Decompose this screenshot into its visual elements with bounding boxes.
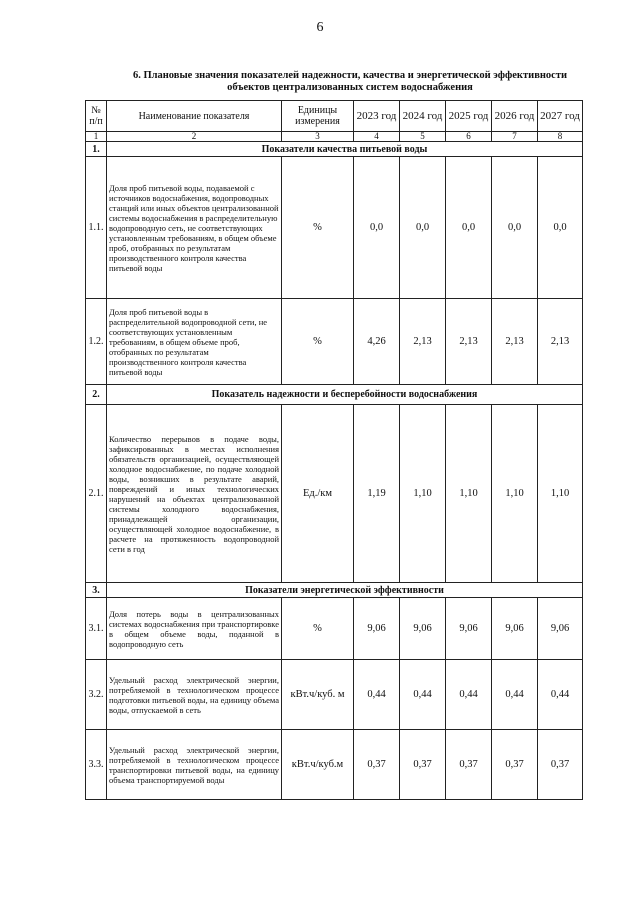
unit-cell: % xyxy=(282,157,354,299)
column-number: 5 xyxy=(400,132,446,142)
title-line-1: 6. Плановые значения показателей надежности, качества и энергетической эффективности xyxy=(132,70,568,81)
indicator-name: Удельный расход электрической энергии, потребляемой в технологическом процессе подготовки питьевой воды, на единицу объема воды, отпускаемой в сеть xyxy=(107,660,282,730)
value-cell: 0,37 xyxy=(354,730,400,800)
value-cell: 0,44 xyxy=(538,660,583,730)
row-number: 2.1. xyxy=(86,405,107,583)
column-numbers-row xyxy=(86,132,583,142)
value-cell: 9,06 xyxy=(354,598,400,660)
column-number: 8 xyxy=(538,132,583,142)
section-row xyxy=(86,142,583,157)
section-title: Показатели энергетической эффективности xyxy=(107,583,583,598)
value-cell: 0,0 xyxy=(354,157,400,299)
header-year: 2026 год xyxy=(492,101,538,132)
section-number: 2. xyxy=(86,385,107,405)
value-cell: 0,37 xyxy=(446,730,492,800)
indicator-name: Доля проб питьевой воды в распределительной водопроводной сети, не соответствующих установленным требованиям, в общем объеме проб, отобранных по результатам производственного контроля качества питьевой воды xyxy=(107,299,282,385)
header-unit: Единицы измерения xyxy=(282,101,354,132)
section-number: 3. xyxy=(86,583,107,598)
row-number: 3.1. xyxy=(86,598,107,660)
value-cell: 1,19 xyxy=(354,405,400,583)
column-number: 2 xyxy=(107,132,282,142)
header-num: № п/п xyxy=(86,101,107,132)
header-year: 2025 год xyxy=(446,101,492,132)
header-year: 2023 год xyxy=(354,101,400,132)
value-cell: 0,44 xyxy=(492,660,538,730)
row-number: 1.2. xyxy=(86,299,107,385)
table-row xyxy=(86,730,583,800)
value-cell: 0,44 xyxy=(446,660,492,730)
document-title xyxy=(100,70,600,94)
table-row xyxy=(86,660,583,730)
header-year: 2024 год xyxy=(400,101,446,132)
section-number: 1. xyxy=(86,142,107,157)
value-cell: 4,26 xyxy=(354,299,400,385)
value-cell: 1,10 xyxy=(538,405,583,583)
header-name: Наименование показателя xyxy=(107,101,282,132)
value-cell: 0,0 xyxy=(492,157,538,299)
value-cell: 1,10 xyxy=(446,405,492,583)
table-row xyxy=(86,299,583,385)
section-title: Показатели качества питьевой воды xyxy=(107,142,583,157)
section-title: Показатель надежности и бесперебойности водоснабжения xyxy=(107,385,583,405)
value-cell: 9,06 xyxy=(446,598,492,660)
title-line-2: объектов централизованных систем водоснабжения xyxy=(227,82,473,93)
unit-cell: Ед./км xyxy=(282,405,354,583)
value-cell: 9,06 xyxy=(400,598,446,660)
unit-cell: % xyxy=(282,299,354,385)
header-row xyxy=(86,101,583,132)
value-cell: 0,0 xyxy=(400,157,446,299)
unit-cell: кВт.ч/куб. м xyxy=(282,660,354,730)
table-row xyxy=(86,157,583,299)
header-year: 2027 год xyxy=(538,101,583,132)
value-cell: 2,13 xyxy=(446,299,492,385)
value-cell: 1,10 xyxy=(400,405,446,583)
table-row xyxy=(86,405,583,583)
value-cell: 0,44 xyxy=(354,660,400,730)
value-cell: 2,13 xyxy=(492,299,538,385)
column-number: 6 xyxy=(446,132,492,142)
indicator-name: Количество перерывов в подаче воды, зафиксированных в местах исполнения обязательств организацией, осуществляющей холодное водоснабжение, по подаче холодной воды, возникших в результате аварий, повреждений и иных технологических нарушений на объектах централизованной системы холодного водоснабжения, принадлежащей организации, осуществляющей холодное водоснабжение, в расчете на протяженность водопроводной сети в год xyxy=(107,405,282,583)
value-cell: 1,10 xyxy=(492,405,538,583)
page-number: 6 xyxy=(316,20,324,35)
unit-cell: кВт.ч/куб.м xyxy=(282,730,354,800)
row-number: 3.2. xyxy=(86,660,107,730)
section-row xyxy=(86,583,583,598)
value-cell: 0,0 xyxy=(538,157,583,299)
row-number: 1.1. xyxy=(86,157,107,299)
value-cell: 0,37 xyxy=(400,730,446,800)
value-cell: 0,0 xyxy=(446,157,492,299)
value-cell: 0,44 xyxy=(400,660,446,730)
value-cell: 0,37 xyxy=(538,730,583,800)
column-number: 7 xyxy=(492,132,538,142)
value-cell: 2,13 xyxy=(538,299,583,385)
indicator-name: Удельный расход электрической энергии, потребляемой в технологическом процессе транспортировки питьевой воды, на единицу объема транспортируемой воды xyxy=(107,730,282,800)
table-row xyxy=(86,598,583,660)
indicator-name: Доля потерь воды в централизованных системах водоснабжения при транспортировке в общем объеме воды, поданной в водопроводную сеть xyxy=(107,598,282,660)
value-cell: 9,06 xyxy=(538,598,583,660)
column-number: 4 xyxy=(354,132,400,142)
column-number: 1 xyxy=(86,132,107,142)
value-cell: 0,37 xyxy=(492,730,538,800)
value-cell: 2,13 xyxy=(400,299,446,385)
unit-cell: % xyxy=(282,598,354,660)
column-number: 3 xyxy=(282,132,354,142)
section-row xyxy=(86,385,583,405)
row-number: 3.3. xyxy=(86,730,107,800)
indicators-table xyxy=(85,100,583,800)
indicator-name: Доля проб питьевой воды, подаваемой с источников водоснабжения, водопроводных станций или иных объектов централизованной системы водоснабжения в распределительную водопроводную сеть, не соответствующих установленным требованиям, в общем объеме проб, отобранных по результатам производственного контроля качества питьевой воды xyxy=(107,157,282,299)
value-cell: 9,06 xyxy=(492,598,538,660)
